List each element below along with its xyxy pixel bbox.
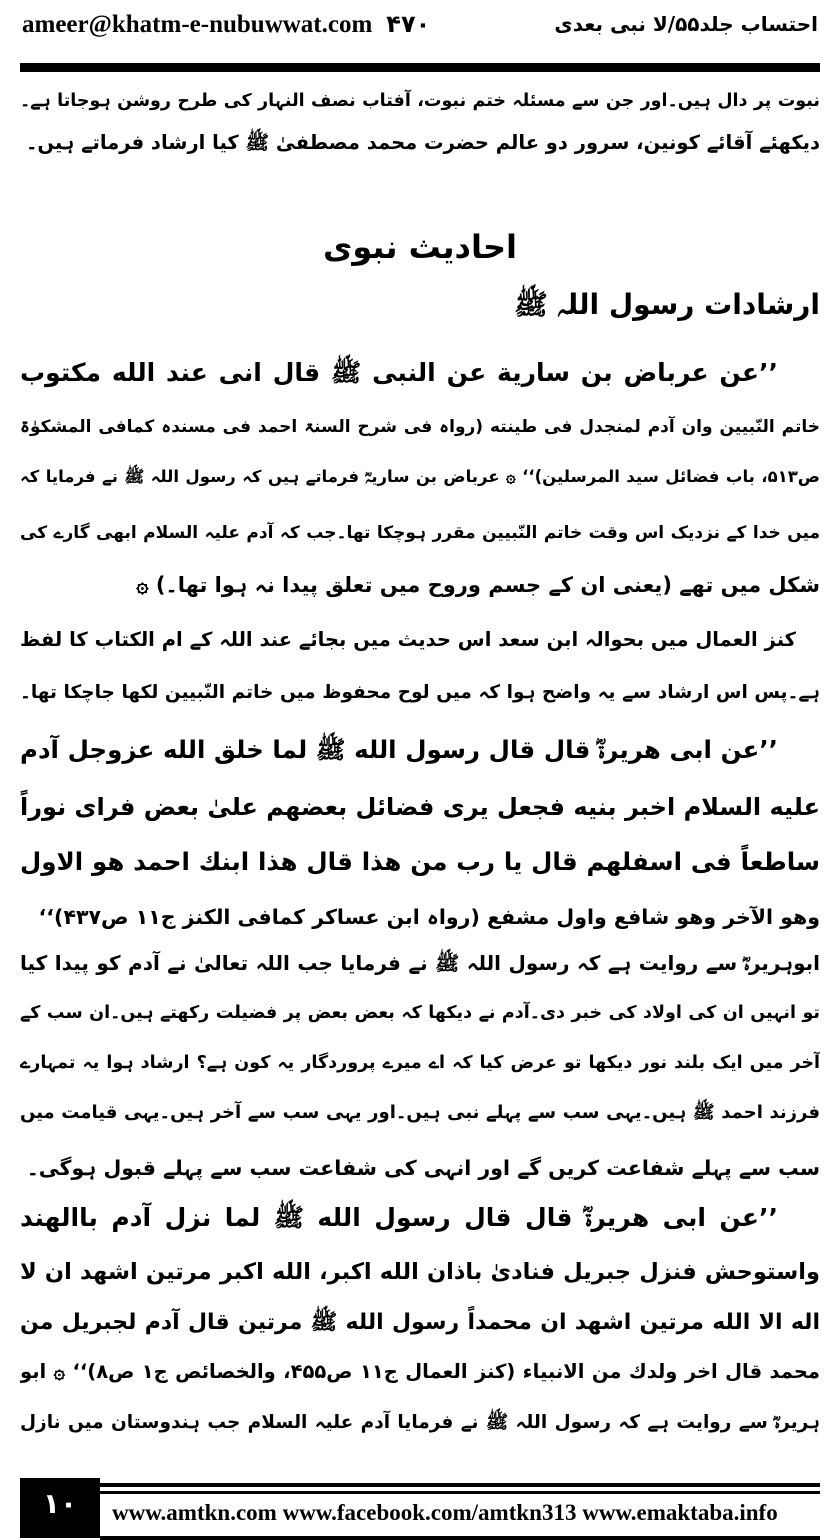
text-line: سب سے پہلے شفاعت کریں گے اور انہی کی شفاعت سب سے پہلے قبول ہوگی۔: [26, 1156, 820, 1180]
hadith-3-line-3: اله الا الله مرتین اشهد ان محمداً رسول الله ﷺ مرتین قال آدم لجبریل من: [20, 1310, 820, 1335]
hadith-2-line-1: ’’عن ابی هریرةؓ قال قال رسول الله ﷺ لما خلق الله عزوجل آدم: [20, 735, 778, 764]
text-line: فرزند احمد ﷺ ہیں۔یہی سب سے پہلے نبی ہیں۔اور یہی سب سے آخر ہیں۔یہی قیامت میں: [20, 1102, 820, 1123]
hadith-3-line-4: محمد قال اخر ولدك من الانبیاء (کنز العمال ج۱۱ ص۴۵۵، والخصائص ج۱ ص۸)‘‘ ۞ ابو: [20, 1360, 820, 1383]
text-line: شکل میں تھے (یعنی ان کے جسم وروح میں تعلق پیدا نہ ہوا تھا۔) ۞: [136, 573, 820, 597]
intro-line-1: نبوت پر دال ہیں۔اور جن سے مسئلہ ختم نبوت، آفتاب نصف النہار کی طرح روشن ہوجاتا ہے۔: [20, 91, 820, 111]
hadith-1-line-1: ’’عن عرباض بن سارية عن النبی ﷺ قال انی عند الله مكتوب: [20, 358, 778, 387]
footer-links: www.amtkn.com www.facebook.com/amtkn313 www.emaktaba.info: [112, 1500, 778, 1525]
footer-rule: [100, 1491, 820, 1494]
text-line: کنز العمال میں بحوالہ ابن سعد اس حدیث میں بجائے عند اللہ کے ام الکتاب کا لفظ: [20, 628, 796, 651]
header-email: ameer@khatm-e-nubuwwat.com: [22, 11, 373, 38]
hadith-2-line-2: علیه السلام اخبر بنیه فجعل یری فضائل بعضهم علیٰ بعض فرای نوراً: [20, 793, 820, 821]
text-line: ابوہریرہؓ سے روایت ہے کہ رسول اللہ ﷺ نے فرمایا جب اللہ تعالیٰ نے آدم کو پیدا کیا: [20, 951, 820, 975]
text-line: ہریرہؓ سے روایت ہے کہ رسول اللہ ﷺ نے فرمایا آدم علیہ السلام جب ہندوستان میں نازل: [20, 1412, 820, 1433]
section-heading: احادیث نبوی: [323, 228, 517, 266]
header-page-number: ۴۷۰: [386, 10, 431, 38]
hadith-3-line-1: ’’عن ابی هریرةؓ قال قال رسول الله ﷺ لما نزل آدم باالهند: [20, 1203, 778, 1232]
text-line: ہے۔پس اس ارشاد سے یہ واضح ہوا کہ میں لوح محفوظ میں خاتم النّبیین لکھا جاچکا تھا۔: [20, 682, 820, 703]
text-line: ص۵۱۳، باب فضائل سید المرسلین)‘‘ ۞ عرباض بن ساریہؓ فرماتے ہیں کہ رسول اللہ ﷺ نے فرمایا کہ: [20, 467, 820, 486]
hadith-1-line-2: خاتم النّبیین وان آدم لمنجدل فی طینته (رواہ فی شرح السنۃ احمد فی مسندہ کمافی المشکوٰۃ: [20, 417, 820, 437]
footer-rule: [100, 1483, 820, 1487]
header-rule: [20, 63, 820, 72]
text-line: میں خدا کے نزدیک اس وقت خاتم النّبیین مقرر ہوچکا تھا۔جب کہ آدم علیہ السلام ابھی گارے کی: [20, 523, 820, 543]
text-line: تو انہیں ان کی اولاد کی خبر دی۔آدم نے دیکھا کہ بعض بعض پر فضیلت رکھتے ہیں۔ان سب کے: [20, 1003, 820, 1023]
hadith-2-line-3: ساطعاً فی اسفلهم قال یا رب من هذا قال هذا ابنك احمد هو الاول: [20, 847, 820, 876]
footer-page-number: ۱۰: [20, 1478, 100, 1538]
header-book-title: احتساب جلد۵۵/لا نبی بعدی: [554, 12, 818, 36]
hadith-2-line-4: وهو الآخر وهو شافع واول مشفع (رواہ ابن عساکر کمافی الکنز ج۱۱ ص۴۳۷)‘‘: [38, 905, 820, 929]
intro-line-2: دیکھئے آقائے کونین، سرور دو عالم حضرت محمد مصطفیٰ ﷺ کیا ارشاد فرماتے ہیں۔: [25, 131, 820, 154]
footer-rule: [100, 1536, 820, 1540]
header-left: [22, 10, 430, 39]
hadith-3-line-2: واستوحش فنزل جبریل فنادیٰ باذان الله اكبر، الله اكبر مرتین اشهد ان لا: [20, 1259, 820, 1285]
section-subheading: ارشادات رسول اللہ ﷺ: [514, 288, 820, 321]
text-line: آخر میں ایک بلند نور دیکھا تو عرض کیا کہ اے میرے پروردگار یہ کون ہے؟ ارشاد ہوا یہ تمہارے: [20, 1053, 820, 1073]
